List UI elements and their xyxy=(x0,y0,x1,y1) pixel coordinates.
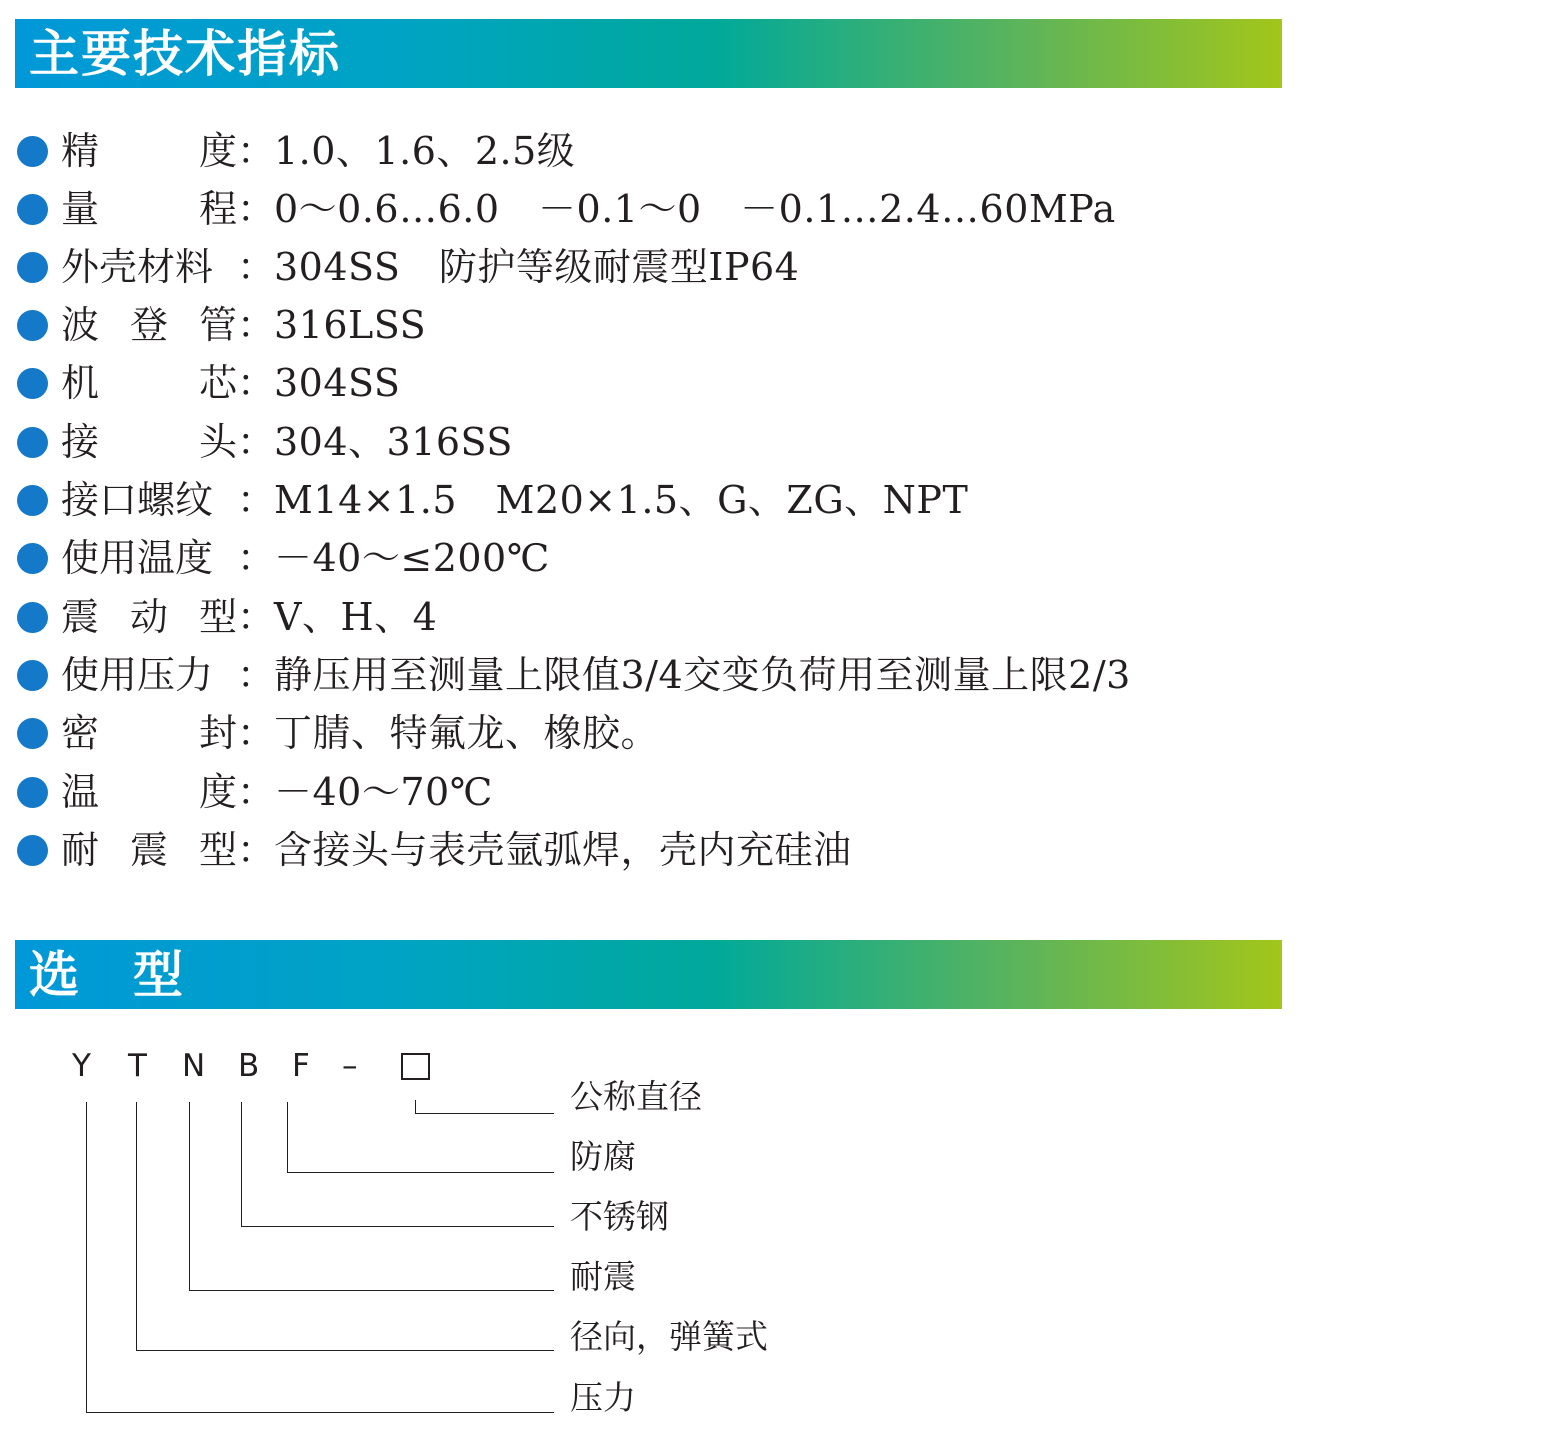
legend-shockproof: 耐震 xyxy=(570,1257,636,1296)
legend-radial-spring: 径向，弹簧式 xyxy=(570,1317,768,1356)
connector-vertical-pressure xyxy=(86,1102,87,1412)
spec-label: 接 口 螺 纹 xyxy=(61,478,214,522)
bullet-icon xyxy=(17,777,48,808)
model-code-letter-y: Y xyxy=(72,1048,91,1084)
spec-value: 304、316SS xyxy=(274,420,513,464)
spec-label: 耐 震 型 xyxy=(61,828,237,872)
legend-nominal-diameter: 公称直径 xyxy=(570,1077,702,1116)
model-code-letter-b: B xyxy=(238,1048,260,1084)
spec-value: －40～≤200℃ xyxy=(274,536,550,580)
spec-colon: ： xyxy=(237,420,276,464)
legend-stainless-steel: 不锈钢 xyxy=(570,1197,669,1236)
spec-colon: ： xyxy=(237,828,276,872)
legend-anticorrosion: 防腐 xyxy=(570,1137,636,1176)
selection-section-title: 选 型 xyxy=(29,946,185,1004)
bullet-icon xyxy=(17,252,48,283)
spec-colon: ： xyxy=(237,536,276,580)
spec-value: M14×1.5 M20×1.5、G、ZG、NPT xyxy=(274,478,969,522)
connector-horizontal-anticorrosion xyxy=(287,1172,554,1173)
spec-row xyxy=(0,354,1500,412)
spec-label: 波 登 管 xyxy=(61,303,237,347)
spec-label: 密 封 xyxy=(61,711,237,755)
bullet-icon xyxy=(17,368,48,399)
connector-horizontal-diameter xyxy=(415,1113,554,1114)
spec-label: 机 芯 xyxy=(61,361,237,405)
connector-horizontal-pressure xyxy=(86,1412,554,1413)
spec-row xyxy=(0,529,1500,587)
spec-colon: ： xyxy=(237,245,276,289)
legend-pressure: 压力 xyxy=(570,1378,636,1417)
spec-label: 温 度 xyxy=(61,770,237,814)
spec-row xyxy=(0,122,1500,180)
spec-value: 304SS xyxy=(274,361,401,405)
specs-section-banner xyxy=(15,19,1282,88)
spec-value: 304SS 防护等级耐震型IP64 xyxy=(274,245,800,289)
connector-vertical-diameter xyxy=(415,1100,416,1113)
spec-value: －40～70℃ xyxy=(274,770,493,814)
spec-value: 静压用至测量上限值3/4交变负荷用至测量上限2/3 xyxy=(274,653,1131,697)
spec-colon: ： xyxy=(237,595,276,639)
specs-section-title: 主要技术指标 xyxy=(29,25,341,83)
spec-label: 精 度 xyxy=(61,129,237,173)
connector-vertical-stainless xyxy=(241,1102,242,1226)
model-code-placeholder-box xyxy=(401,1053,430,1080)
spec-label: 使 用 温 度 xyxy=(61,536,214,580)
bullet-icon xyxy=(17,602,48,633)
spec-label: 使 用 压 力 xyxy=(61,653,214,697)
spec-row xyxy=(0,704,1500,762)
spec-row xyxy=(0,646,1500,704)
spec-label: 接 头 xyxy=(61,420,237,464)
spec-label: 震 动 型 xyxy=(61,595,237,639)
spec-colon: ： xyxy=(237,187,276,231)
bullet-icon xyxy=(17,136,48,167)
connector-horizontal-radial xyxy=(136,1350,554,1351)
connector-horizontal-stainless xyxy=(241,1226,554,1227)
bullet-icon xyxy=(17,660,48,691)
spec-colon: ： xyxy=(237,361,276,405)
spec-colon: ： xyxy=(237,129,276,173)
spec-row xyxy=(0,588,1500,646)
spec-value: V、H、4 xyxy=(274,595,438,639)
spec-value: 0～0.6…6.0 －0.1～0 －0.1…2.4…60MPa xyxy=(274,187,1116,231)
bullet-icon xyxy=(17,543,48,574)
model-code-dash: – xyxy=(342,1048,358,1084)
spec-value: 1.0、1.6、2.5级 xyxy=(274,129,576,173)
spec-colon: ： xyxy=(237,653,276,697)
model-code-letter-t: T xyxy=(128,1048,147,1084)
spec-row xyxy=(0,821,1500,879)
spec-value: 316LSS xyxy=(274,303,427,347)
bullet-icon xyxy=(17,310,48,341)
bullet-icon xyxy=(17,194,48,225)
bullet-icon xyxy=(17,718,48,749)
spec-row xyxy=(0,413,1500,471)
connector-vertical-radial xyxy=(136,1102,137,1350)
spec-label: 外 壳 材 料 xyxy=(61,245,214,289)
connector-horizontal-shockproof xyxy=(189,1290,554,1291)
spec-value: 丁腈、特氟龙、橡胶。 xyxy=(274,711,660,755)
model-code-letter-f: F xyxy=(292,1048,310,1084)
spec-row xyxy=(0,238,1500,296)
connector-vertical-shockproof xyxy=(189,1102,190,1290)
bullet-icon xyxy=(17,485,48,516)
spec-row xyxy=(0,180,1500,238)
spec-row xyxy=(0,296,1500,354)
spec-colon: ： xyxy=(237,303,276,347)
bullet-icon xyxy=(17,427,48,458)
spec-row xyxy=(0,763,1500,821)
connector-vertical-anticorrosion xyxy=(287,1102,288,1172)
bullet-icon xyxy=(17,835,48,866)
spec-value: 含接头与表壳氩弧焊，壳内充硅油 xyxy=(274,828,852,872)
spec-row xyxy=(0,471,1500,529)
selection-section-banner xyxy=(15,940,1282,1009)
spec-colon: ： xyxy=(237,711,276,755)
spec-colon: ： xyxy=(237,770,276,814)
spec-label: 量 程 xyxy=(61,187,237,231)
spec-colon: ： xyxy=(237,478,276,522)
model-code-letter-n: N xyxy=(182,1048,206,1084)
